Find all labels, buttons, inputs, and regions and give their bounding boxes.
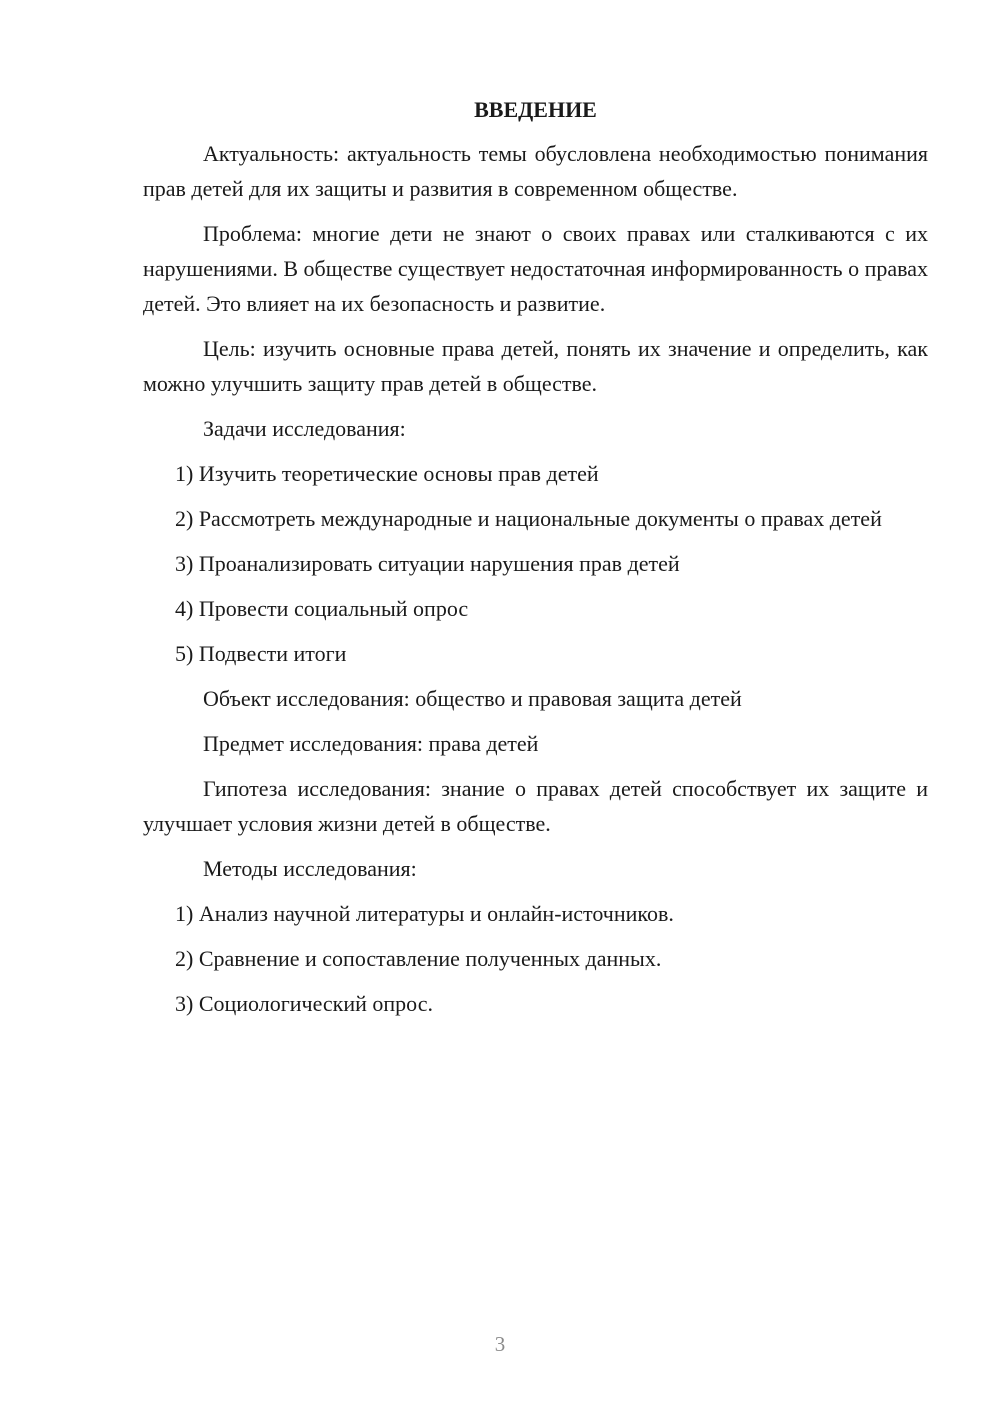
tasks-title: Задачи исследования: <box>203 416 406 441</box>
task-item: 3) Проанализировать ситуации нарушения прав детей <box>175 551 680 576</box>
hypothesis-paragraph: Гипотеза исследования: знание о правах детей способствует их защите и улучшает условия жизни детей в обществе. <box>143 776 928 836</box>
method-item: 3) Социологический опрос. <box>175 991 433 1016</box>
subject-paragraph: Предмет исследования: права детей <box>203 731 539 756</box>
method-item: 2) Сравнение и сопоставление полученных данных. <box>175 946 662 971</box>
document-page <box>143 94 928 1031</box>
method-item: 1) Анализ научной литературы и онлайн-источников. <box>175 901 674 926</box>
task-item: 5) Подвести итоги <box>175 641 347 666</box>
goal-paragraph: Цель: изучить основные права детей, понять их значение и определить, как можно улучшить защиту прав детей в обществе. <box>143 336 928 396</box>
object-paragraph: Объект исследования: общество и правовая защита детей <box>203 686 742 711</box>
page-number: 3 <box>494 1332 506 1356</box>
methods-title: Методы исследования: <box>203 856 417 881</box>
task-item: 1) Изучить теоретические основы прав детей <box>175 461 599 486</box>
task-item: 4) Провести социальный опрос <box>175 596 469 621</box>
section-heading: ВВЕДЕНИЕ <box>474 97 597 122</box>
problem-paragraph: Проблема: многие дети не знают о своих правах или сталкиваются с их нарушениями. В обществе существует недостаточная информированность о правах детей. Это влияет на их безопасность и развитие. <box>143 221 928 316</box>
task-item: 2) Рассмотреть международные и национальные документы о правах детей <box>175 506 882 531</box>
relevance-paragraph: Актуальность: актуальность темы обусловлена необходимостью понимания прав детей для их защиты и развития в современном обществе. <box>143 141 928 201</box>
